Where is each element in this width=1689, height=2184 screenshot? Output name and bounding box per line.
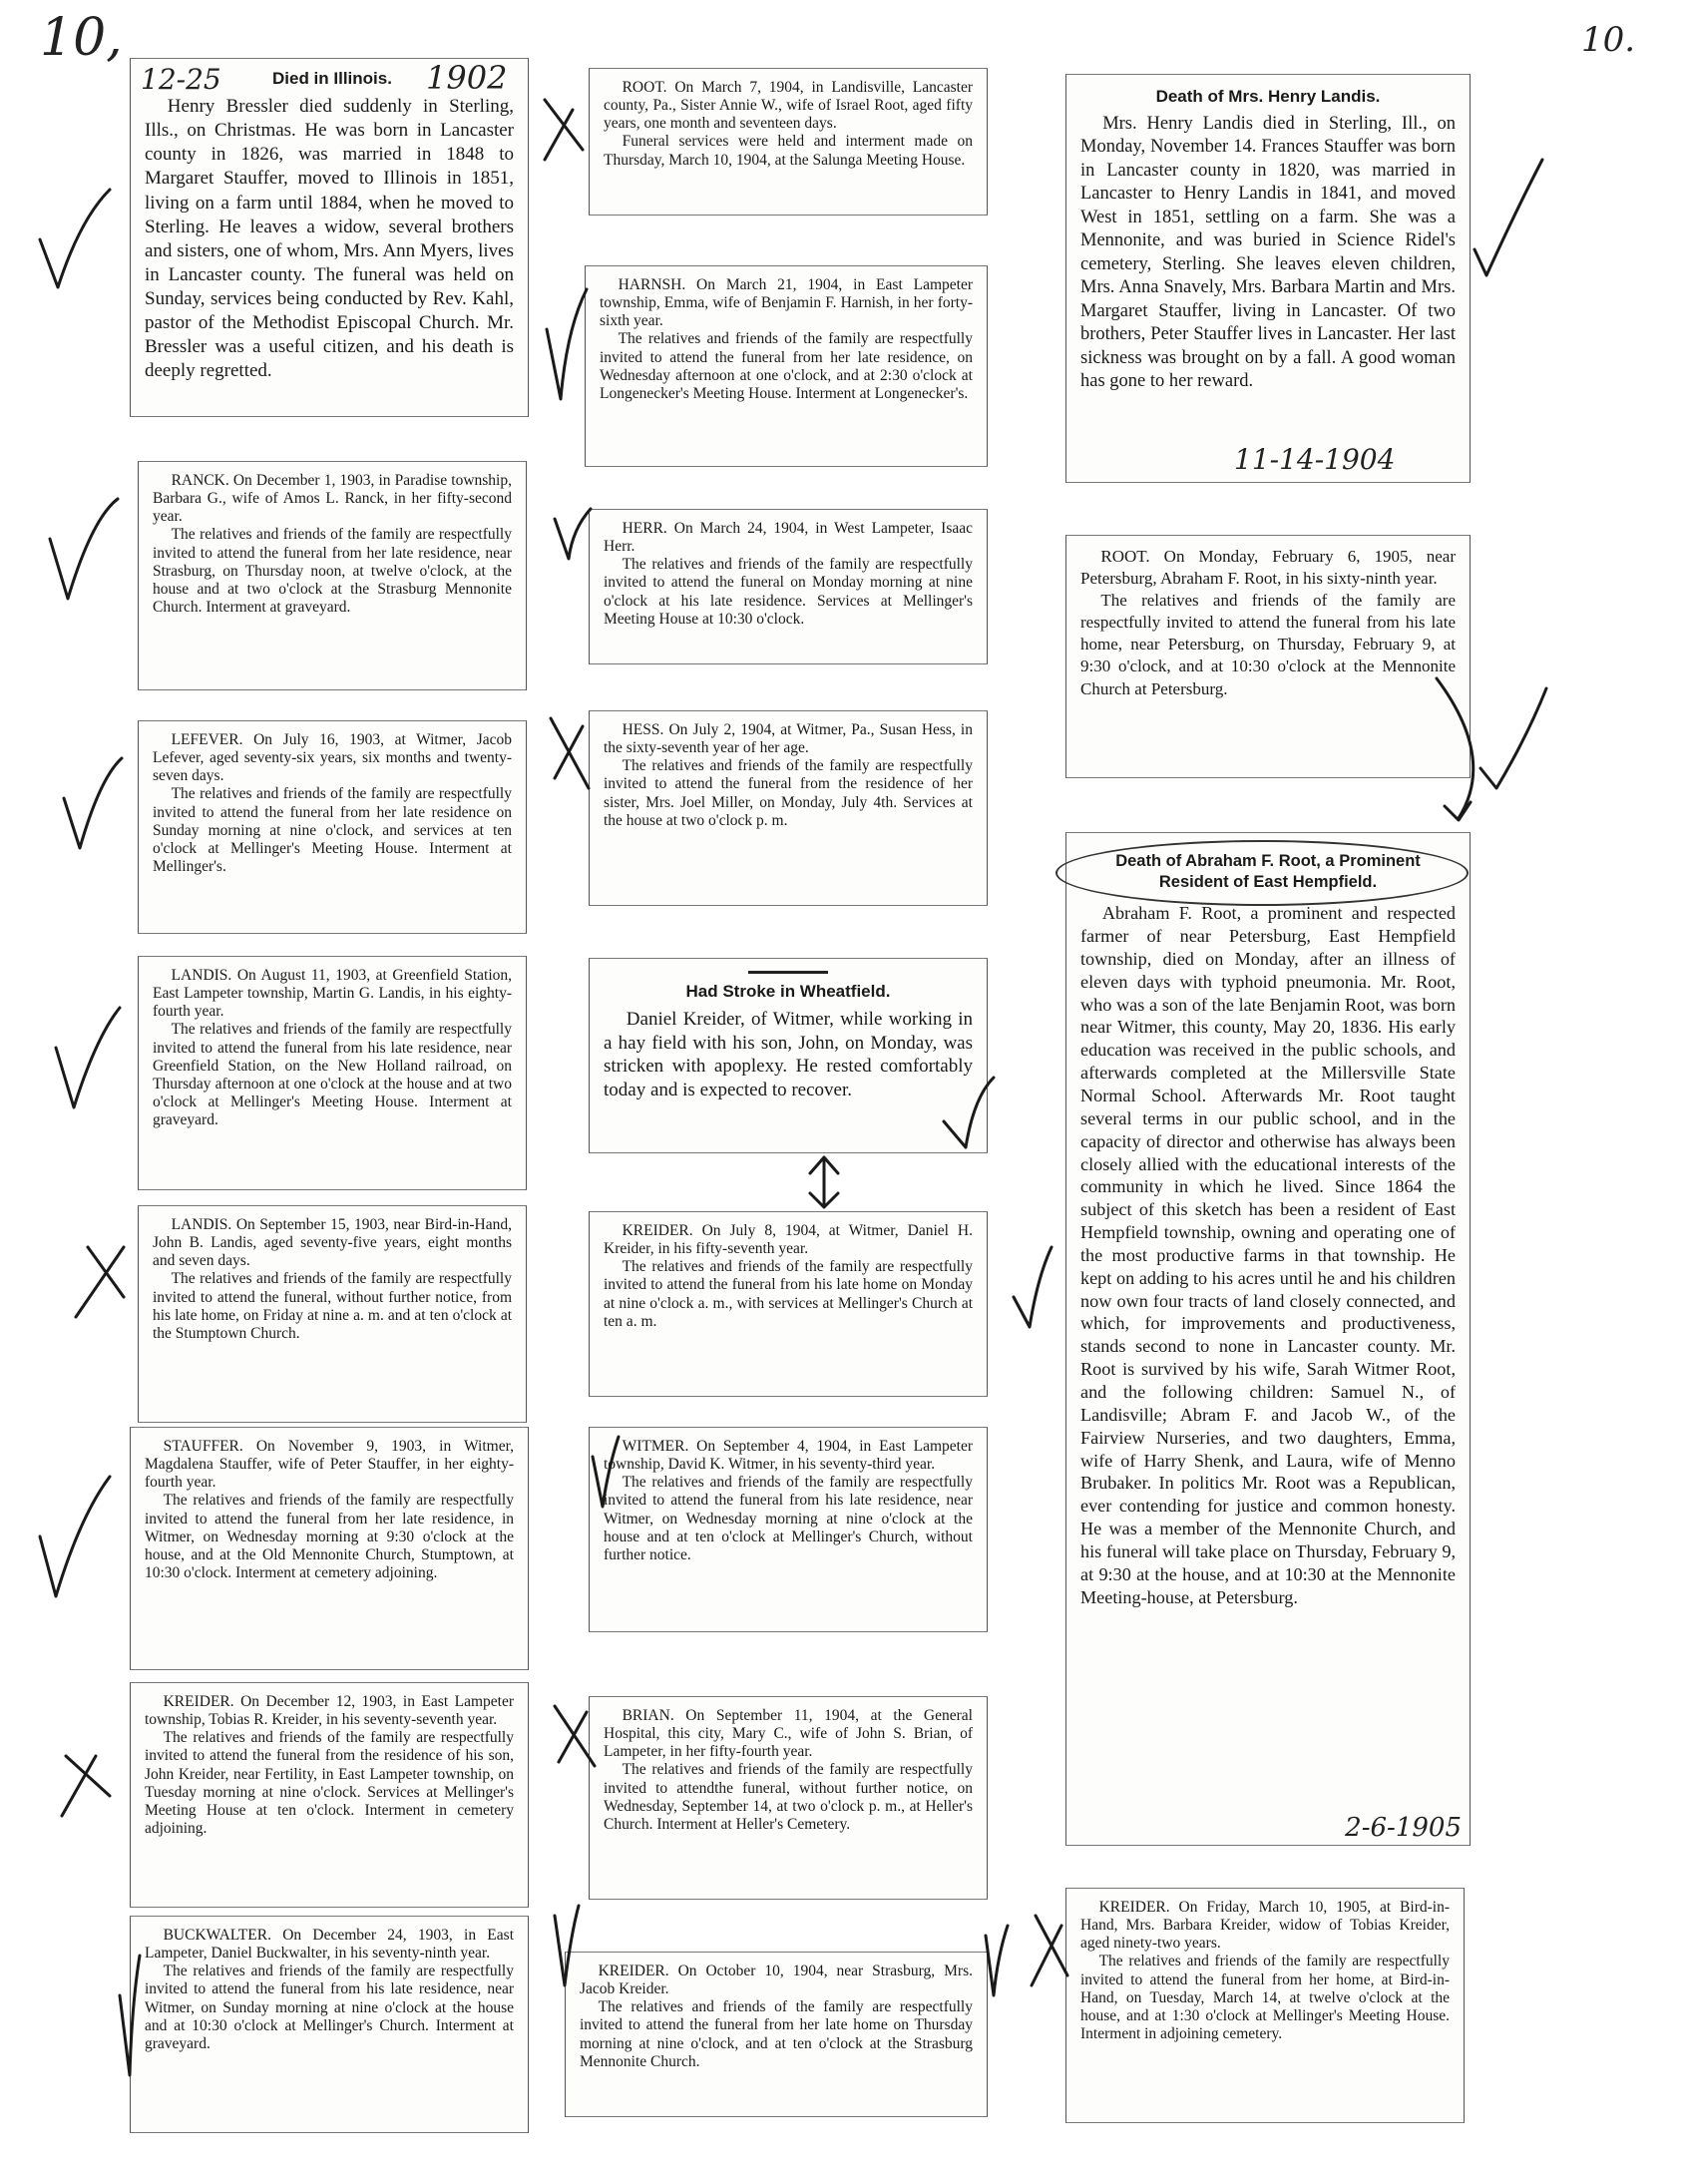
- notice-body: The relatives and friends of the family are respectfully invited to attend the funeral from her home, at Bird-in-Hand, on Tuesday, March 14, at twelve o'clock at the house, and at 1:30 o'clock at Mellinger's Meeting House. Interment in adjoining cemetery.: [1080, 1953, 1450, 2042]
- clipping-header: [141, 59, 514, 97]
- notice-body: The relatives and friends of the family are respectfully invited to attend the funeral from his late home on Monday at nine o'clock a. m., with services at Mellinger's Church at ten a. m.: [604, 1258, 973, 1330]
- notice-body: The relatives and friends of the family are respectfully invited to attend the funeral from his late residence, near Witmer, on Sunday morning at nine o'clock at the house and at 10:30 o'clock at Mellinger's Church. Interment at graveyard.: [145, 1963, 514, 2052]
- clipping-hess: [589, 710, 988, 906]
- notice-body: Funeral services were held and interment made on Thursday, March 10, 1904, at the Salunga Meeting House.: [604, 133, 973, 169]
- x-mark-icon: [1032, 1916, 1067, 1985]
- clipping-kreider-barbara: [1065, 1888, 1465, 2123]
- clipping-title: Death of Abraham F. Root, a Prominent Resident of East Hempfield.: [1115, 852, 1421, 891]
- handwritten-year: 1902: [426, 59, 508, 97]
- notice-heading: KREIDER. On December 12, 1903, in East Lampeter township, Tobias R. Kreider, in his seventy-seventh year.: [145, 1693, 514, 1729]
- x-mark-icon: [62, 1756, 110, 1816]
- notice-body: The relatives and friends of the family are respectfully invited to attend the funeral, without further notice, from his late home, on Friday at nine a. m. and at ten o'clock at the Stumptown Church.: [153, 1270, 512, 1342]
- handwritten-date: 12-25: [141, 63, 221, 96]
- page-number-left: 10,: [40, 8, 123, 68]
- clipping-text: Mrs. Henry Landis died in Sterling, Ill., on Monday, November 14. Frances Stauffer was born in Lancaster county in 1820, was married in Lancaster to Henry Landis in 1841, and moved West in 1851, settling on a farm. She was a Mennonite, and was buried in Science Ridel's cemetery, Sterling. She leaves eleven children, Mrs. Anna Snavely, Mrs. Barbara Martin and Mrs. Margaret Stauffer, living in Lancaster. Of two brothers, Peter Stauffer lives in Lancaster. Her last sickness was brought on by a fall. A good woman has gone to her reward.: [1080, 114, 1456, 392]
- notice-body: The relatives and friends of the family are respectfully invited to attend the funeral from her late residence on Sunday morning at nine o'clock, and services at ten o'clock at Mellinger's Meeting House. Interment at Mellinger's.: [153, 785, 512, 875]
- header-rule: [748, 971, 828, 974]
- notice-body: The relatives and friends of the family are respectfully invited to attend the funeral from the residence of her sister, Mrs. Joel Miller, on Monday, July 4th. Services at the house at two o'clock p. m.: [604, 757, 973, 829]
- clipping-witmer: [589, 1427, 988, 1632]
- notice-body: The relatives and friends of the family are respectfully invited to attend the funeral from her late residence, near Strasburg, on Thursday noon, at twelve o'clock, at the house and at two o'clock at the Strasburg Mennonite Church. Interment at graveyard.: [153, 526, 512, 616]
- clipping-had-stroke: [589, 958, 988, 1153]
- notice-heading: WITMER. On September 4, 1904, in East Lampeter township, David K. Witmer, in his seventy-third year.: [604, 1438, 973, 1474]
- check-mark-icon: [40, 190, 110, 287]
- check-mark-icon: [555, 509, 591, 559]
- clipping-harnish: [585, 265, 988, 467]
- notice-heading: BUCKWALTER. On December 24, 1903, in East Lampeter, Daniel Buckwalter, in his seventy-ninth year.: [145, 1927, 514, 1963]
- clipping-brian: [589, 1696, 988, 1900]
- double-arrow-icon: [810, 1157, 838, 1207]
- clipping-title: Had Stroke in Wheatfield.: [685, 982, 891, 1001]
- check-mark-icon: [1475, 160, 1542, 275]
- clipping-buckwalter: [130, 1916, 529, 2133]
- check-mark-icon: [50, 499, 118, 599]
- clipping-kreider-daniel: [589, 1211, 988, 1397]
- clipping-text: Abraham F. Root, a prominent and respected farmer of near Petersburg, East Hempfield township, died on Monday, after an illness of eleven days with typhoid pneumonia. Mr. Root, who was a son of the late Benjamin Root, was born near Witmer, this county, May 20, 1836. His early education was received in the public schools, and afterwards completed at the Millersville State Normal School. Afterwards Mr. Root taught several terms in our public school, and in the capacity of director and otherwise has always been closely allied with the educational interests of the community in which he lived. Since 1864 the subject of this sketch has been a resident of East Hempfield township, owning and operating one of the most productive farms in that township. He kept on adding to his acres until he and his children now own four tracts of land closely connected, and which, for improvements and productiveness, stands second to none in Lancaster county. Mr. Root is survived by his wife, Sarah Witmer Root, and the following children: Samuel N., of Landisville; Abram F. and Jacob W., of the Fairview Nurseries, and two daughters, Emma, wife of Harry Shenk, and Laura, wife of Menno Brubaker. In politics Mr. Root was a Republican, ever contending for justice and common honesty. He was a member of the Mennonite Church, and his funeral will take place on Thursday, February 9, at 9:30 at the house, and at 10:30 at the Mennonite Meeting-house, at Petersburg.: [1080, 903, 1456, 1607]
- notice-heading: LANDIS. On September 15, 1903, near Bird-in-Hand, John B. Landis, aged seventy-five years, eight months and seven days.: [153, 1216, 512, 1270]
- notice-heading: KREIDER. On July 8, 1904, at Witmer, Daniel H. Kreider, in his fifty-seventh year.: [604, 1222, 973, 1258]
- notice-heading: HESS. On July 2, 1904, at Witmer, Pa., Susan Hess, in the sixty-seventh year of her age.: [604, 721, 973, 757]
- handwritten-date: 11-14-1904: [1234, 443, 1396, 476]
- notice-heading: KREIDER. On October 10, 1904, near Strasburg, Mrs. Jacob Kreider.: [580, 1963, 973, 1998]
- notice-body: The relatives and friends of the family are respectfully invited to attend the funeral from her late residence, in Witmer, on Wednesday morning at 9:30 o'clock at the house, and at the Old Mennonite Church, Stumptown, at 10:30 o'clock. Interment at cemetery adjoining.: [145, 1492, 514, 1581]
- clipping-death-mrs-landis: [1065, 74, 1471, 483]
- check-mark-icon: [40, 1477, 110, 1596]
- notice-heading: HARNSH. On March 21, 1904, in East Lampeter township, Emma, wife of Benjamin F. Harnish, in her forty-sixth year.: [600, 276, 973, 330]
- clipping-root-abraham-notice: [1065, 535, 1471, 778]
- page-number-right: 10.: [1581, 20, 1636, 60]
- notice-body: The relatives and friends of the family are respectfully invited to attend the funeral from her late residence, on Wednesday afternoon at one o'clock, and at 2:30 o'clock at Longenecker's Meeting House. Interment at Longenecker's.: [600, 330, 973, 402]
- notice-body: The relatives and friends of the family are respectfully invited to attend the funeral from the residence of his son, John Kreider, near Fertility, in East Lampeter township, on Tuesday morning at nine o'clock. Services at Mellinger's Meeting House at ten o'clock. Interment in cemetery adjoining.: [145, 1729, 514, 1837]
- notice-body: The relatives and friends of the family are respectfully invited to attend the funeral from his late residence, near Greenfield Station, on the New Holland railroad, on Thursday afternoon at one o'clock at the house and at two o'clock at Mellinger's Meeting House. Interment at graveyard.: [153, 1021, 512, 1128]
- notice-heading: HERR. On March 24, 1904, in West Lampeter, Isaac Herr.: [604, 520, 973, 556]
- clipping-text: Daniel Kreider, of Witmer, while working in a hay field with his son, John, on Monday, was stricken with apoplexy. He rested comfortably today and is expected to recover.: [604, 1009, 973, 1100]
- handwritten-date: 2-6-1905: [1345, 1813, 1462, 1843]
- check-mark-icon: [1014, 1247, 1052, 1327]
- check-mark-icon: [1480, 688, 1546, 788]
- clipping-lefever: [138, 720, 527, 934]
- notice-heading: ROOT. On March 7, 1904, in Landisville, Lancaster county, Pa., Sister Annie W., wife of Israel Root, aged fifty years, one month and seventeen days.: [604, 79, 973, 133]
- notice-heading: LANDIS. On August 11, 1903, at Greenfield Station, East Lampeter township, Martin G. Landis, in his eighty-fourth year.: [153, 967, 512, 1021]
- check-mark-icon: [64, 758, 122, 848]
- clipping-died-in-illinois: [130, 58, 529, 417]
- clipping-herr: [589, 509, 988, 664]
- x-mark-icon: [545, 100, 583, 160]
- x-mark-icon: [551, 718, 589, 788]
- notice-body: The relatives and friends of the family are respectfully invited to attend the funeral from her late home on Thursday morning at nine o'clock, and at ten o'clock at the Strasburg Mennonite Church.: [580, 1998, 973, 2070]
- notice-heading: ROOT. On Monday, February 6, 1905, near Petersburg, Abraham F. Root, in his sixty-ninth year.: [1080, 547, 1456, 589]
- clipping-text: Henry Bressler died suddenly in Sterling, Ills., on Christmas. He was born in Lancaster county in 1826, was married in 1848 to Margaret Stauffer, moved to Illinois in 1851, living on a farm until 1884, when he moved to Sterling. He leaves a widow, several brothers and sisters, one of whom, Mrs. Ann Myers, lives in Lancaster county. The funeral was held on Sunday, services being conducted by Rev. Kahl, pastor of the Methodist Episcopal Church. Mr. Bressler was a useful citizen, and his death is deeply regretted.: [145, 96, 514, 382]
- notice-heading: RANCK. On December 1, 1903, in Paradise township, Barbara G., wife of Amos L. Ranck, in her fifty-second year.: [153, 472, 512, 526]
- clipping-title: Death of Mrs. Henry Landis.: [1155, 87, 1381, 106]
- clipping-landis-john: [138, 1205, 527, 1423]
- notice-heading: KREIDER. On Friday, March 10, 1905, at Bird-in-Hand, Mrs. Barbara Kreider, widow of Tobias Kreider, aged ninety-two years.: [1080, 1899, 1450, 1953]
- clipping-title: Died in Illinois.: [272, 69, 392, 88]
- x-mark-icon: [76, 1247, 124, 1317]
- notice-body: The relatives and friends of the family are respectfully invited to attend the funeral from his late home, near Petersburg, on Thursday, February 9, at 9:30 o'clock, and at 10:30 o'clock at the Mennonite Church at Petersburg.: [1080, 591, 1456, 698]
- notice-heading: BRIAN. On September 11, 1904, at the General Hospital, this city, Mary C., wife of John S. Brian, of Lampeter, in her fifty-fourth year.: [604, 1707, 973, 1761]
- clipping-root-annie: [589, 68, 988, 216]
- clipping-landis-martin: [138, 956, 527, 1190]
- notice-body: The relatives and friends of the family are respectfully invited to attend the funeral on Monday morning at nine o'clock at his late residence. Services at Mellinger's Meeting House at 10:30 o'clock.: [604, 556, 973, 628]
- notice-body: The relatives and friends of the family are respectfully invited to attend the funeral from his late residence, near Witmer, on Wednesday morning at nine o'clock at the house and at ten o'clock at Mellinger's Church, without further notice.: [604, 1474, 973, 1563]
- clipping-death-abraham-root: [1065, 832, 1471, 1846]
- clipping-kreider-jacob: [565, 1952, 988, 2117]
- circled-headline: [1056, 840, 1469, 906]
- clipping-stauffer: [130, 1427, 529, 1670]
- check-mark-icon: [547, 289, 587, 399]
- notice-body: The relatives and friends of the family are respectfully invited to attendthe funeral, without further notice, on Wednesday, September 14, at two o'clock p. m., at Heller's Church. Interment at Heller's Cemetery.: [604, 1761, 973, 1833]
- notice-heading: STAUFFER. On November 9, 1903, in Witmer, Magdalena Stauffer, wife of Peter Stauffer, in her eighty-fourth year.: [145, 1438, 514, 1492]
- clipping-ranck: [138, 461, 527, 690]
- check-mark-icon: [986, 1926, 1008, 1995]
- check-mark-icon: [56, 1008, 120, 1107]
- clipping-kreider-tobias: [130, 1682, 529, 1908]
- notice-heading: LEFEVER. On July 16, 1903, at Witmer, Jacob Lefever, aged seventy-six years, six months and twenty-seven days.: [153, 731, 512, 785]
